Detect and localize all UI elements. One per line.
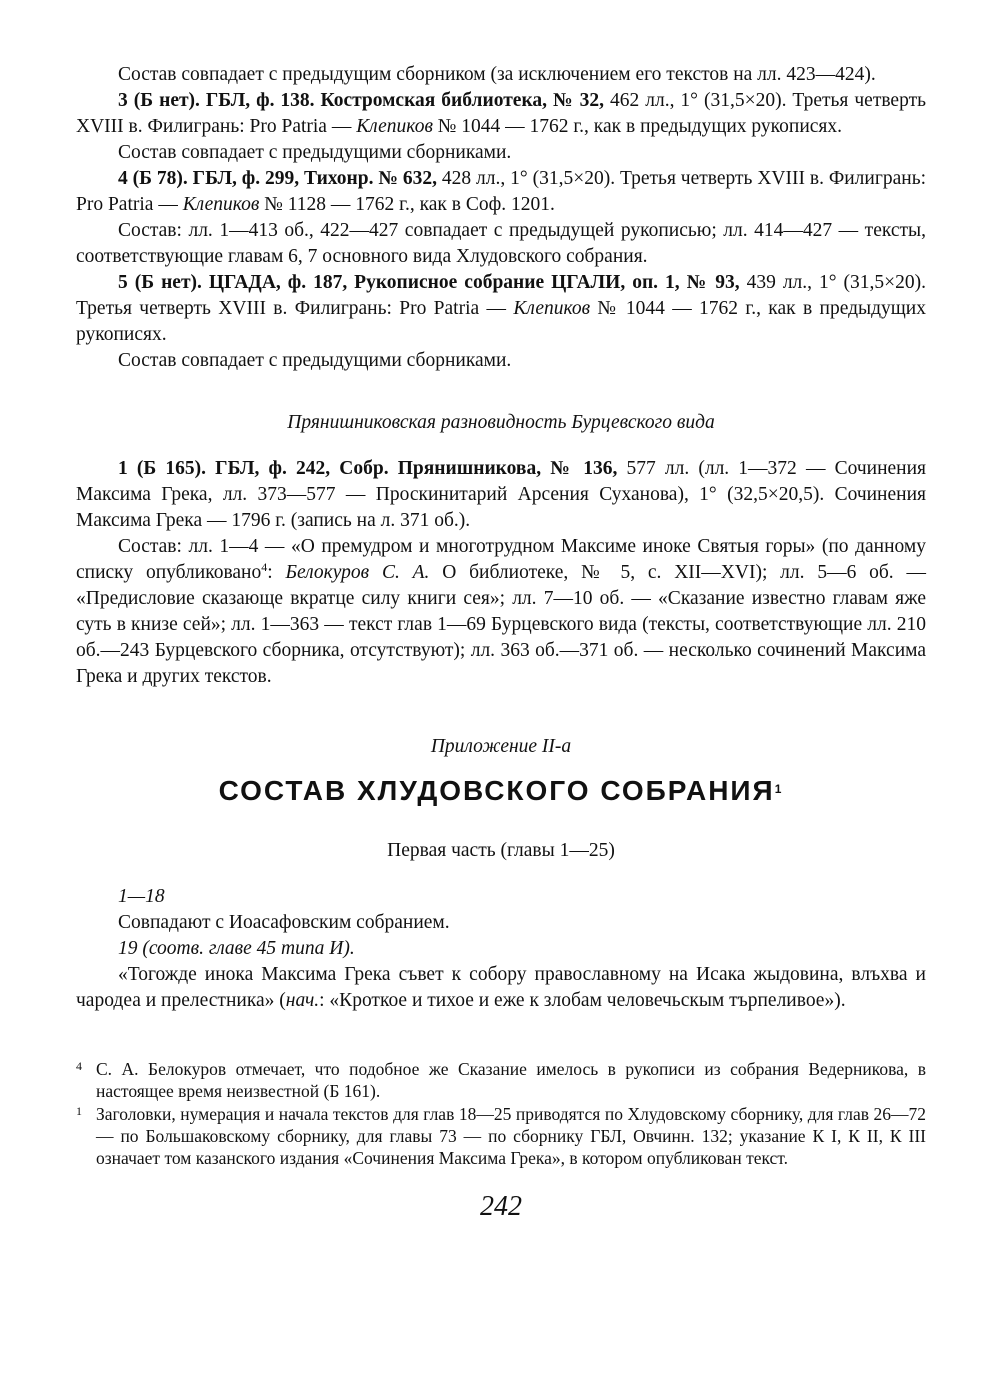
pryanishnikov-entry-1: 1 (Б 165). ГБЛ, ф. 242, Собр. Прянишникова, № 136, 577 лл. (лл. 1—372 — Сочинения Максима Грека, лл. 373—577 — Проскинитарий Арсения Суханова), 1° (32,5×20,5). Сочинения Максима Грека — 1796 г. (запись на л. 371 об.). [76, 458, 927, 531]
footnote-1 [76, 1103, 926, 1169]
footnote-mark: 1 [76, 1104, 82, 1118]
manuscript-5-sostav: Состав совпадает с предыдущими сборниками. [118, 350, 512, 371]
main-title: СОСТАВ ХЛУДОВСКОГО СОБРАНИЯ$^1$ [218, 775, 784, 806]
pryanishnikov-1-heading: 1 (Б 165). ГБЛ, ф. 242, Собр. Прянишникова, № 136, [118, 458, 618, 479]
footnote-text: Заголовки, нумерация и начала текстов для глав 18—25 приводятся по Хлудовскому сборнику, для глав 26—72 — по Большаковскому сборнику, для главы 73 — по сборнику ГБЛ, Овчинн. 132; указание К I, К II, К III означает том казанского издания «Сочинения Максима Грека», в котором опубликован текст. [96, 1104, 926, 1168]
section-heading: Прянишниковская разновидность Бурцевского вида [287, 412, 715, 433]
footnote-mark: 4 [76, 1059, 82, 1073]
manuscript-entry-4: 4 (Б 78). ГБЛ, ф. 299, Тихонр. № 632, 428 лл., 1° (31,5×20). Третья четверть XVIII в. Филигрань: Pro Patria — Клепиков № 1128 — 1762 г., как в Соф. 1201. [76, 168, 927, 215]
pryanishnikov-1-sostav: Состав: лл. 1—4 — «О премудром и многотрудном Максиме иноке Святыя горы» (по данному списку опубликовано$^4$: Белокуров С. А. О библиотеке, № 5, с. XII—XVI); лл. 5—6 об. — «Предисловие сказающе вкратце силу книги сея»; лл. 7—10 об. — «Сказание известно главам яже суть в книзе сей»; лл. 1—363 — текст глав 1—69 Бурцевского вида (тексты, соответствующие лл. 210 об.—243 Бурцевского сборника, отсутствуют); лл. 363 об.—371 об. — несколько сочинений Максима Грека и других текстов. [76, 536, 926, 687]
footnotes [76, 1058, 926, 1169]
manuscript-3-sostav: Состав совпадает с предыдущими сборниками. [118, 142, 512, 163]
chapter-1-18-label: 1—18 [118, 886, 165, 907]
manuscript-entry-3: 3 (Б нет). ГБЛ, ф. 138. Костромская библиотека, № 32, 462 лл., 1° (31,5×20). Третья четверть XVIII в. Филигрань: Pro Patria — Клепиков № 1044 — 1762 г., как в предыдущих рукописях. [76, 90, 926, 137]
appendix-label: Приложение II-а [430, 736, 572, 757]
footnote-text: С. А. Белокуров отмечает, что подобное же Сказание имелось в рукописи из собрания Ведерникова, в настоящее время неизвестной (Б 161). [96, 1059, 926, 1101]
chapter-19-label: 19 (соотв. главе 45 типа И). [118, 938, 355, 959]
paragraph-sostav-prev: Состав совпадает с предыдущим сборником (за исключением его текстов на лл. 423—424). [118, 64, 876, 85]
page-number: 242 [480, 1191, 522, 1222]
manuscript-4-heading: 4 (Б 78). ГБЛ, ф. 299, Тихонр. № 632, [118, 168, 438, 189]
footnote-4 [76, 1058, 926, 1102]
manuscript-entry-5: 5 (Б нет). ЦГАДА, ф. 187, Рукописное собрание ЦГАЛИ, оп. 1, № 93, 439 лл., 1° (31,5×20). Третья четверть XVIII в. Филигрань: Pro Patria — Клепиков № 1044 — 1762 г., как в предыдущих рукописях. [76, 272, 926, 345]
part-title: Первая часть (главы 1—25) [387, 840, 615, 861]
chapter-19-text: «Тогожде инока Максима Грека съвет к собору православному на Исака жыдовина, влъхва и чародеа и прелестника» (нач.: «Кроткое и тихое и еже к злобам человечьскым търпеливое»). [76, 964, 926, 1011]
manuscript-3-heading: 3 (Б нет). ГБЛ, ф. 138. Костромская библиотека, № 32, [118, 90, 605, 111]
footnote-ref-1[interactable]: 1 [774, 782, 784, 796]
footnote-ref-4[interactable]: 4 [261, 560, 268, 574]
manuscript-5-heading: 5 (Б нет). ЦГАДА, ф. 187, Рукописное собрание ЦГАЛИ, оп. 1, № 93, [118, 272, 740, 293]
manuscript-4-sostav: Состав: лл. 1—413 об., 422—427 совпадает с предыдущей рукописью; лл. 414—427 — тексты, соответствующие главам 6, 7 основного вида Хлудовского собрания. [76, 220, 926, 267]
chapter-1-18-text: Совпадают с Иоасафовским собранием. [118, 912, 450, 933]
